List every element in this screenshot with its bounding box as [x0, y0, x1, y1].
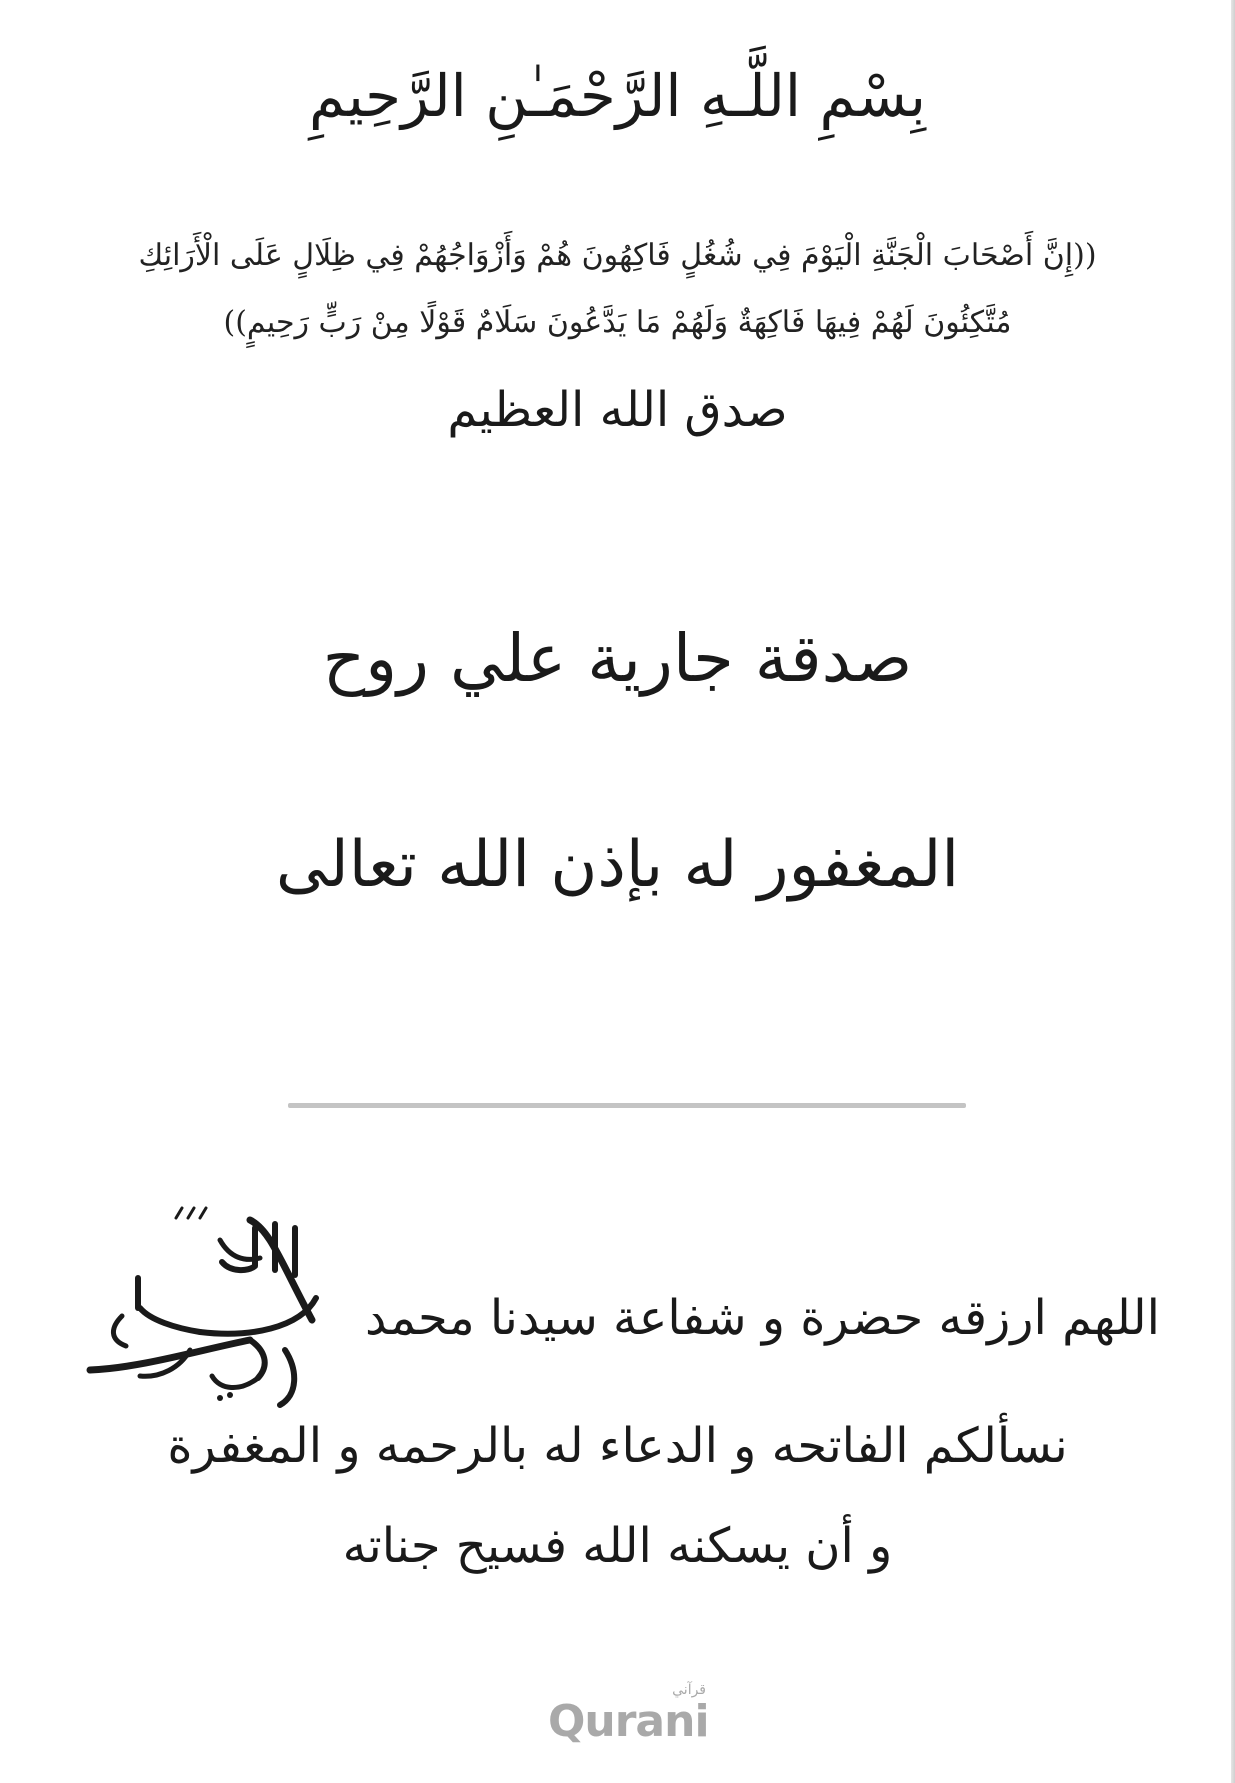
logo-arabic-text: قرآني [672, 1682, 706, 1698]
sadaq-allah-text: صدق الله العظيم [447, 382, 788, 438]
prayer-row [80, 1200, 1160, 1380]
sadaqa-jariya-title: صدقة جارية علي روح [322, 620, 913, 697]
prayer-line: اللهم ارزقه حضرة و شفاعة سيدنا محمد [365, 1290, 1160, 1346]
basmala-heading: بِسْمِ اللَّـهِ الرَّحْمَـٰنِ الرَّحِيمِ [309, 62, 926, 130]
quran-verse-line-2: مُتَّكِئُونَ لَهُمْ فِيهَا فَاكِهَةٌ وَلَهُمْ مَا يَدَّعُونَ سَلَامٌ قَوْلًا مِنْ رَبٍّ رَحِيمٍ)) [223, 305, 1012, 340]
deceased-line: المغفور له بإذن الله تعالى [275, 828, 960, 902]
dua-line-1: نسألكم الفاتحه و الدعاء له بالرحمه و المغفرة [167, 1418, 1068, 1474]
quran-verse-line-1: ((إِنَّ أَصْحَابَ الْجَنَّةِ الْيَوْمَ فِي شُغُلٍ فَاكِهُونَ هُمْ وَأَزْوَاجُهُمْ فِي ظِلَالٍ عَلَى الْأَرَائِكِ [138, 238, 1097, 273]
section-divider [288, 1103, 966, 1108]
page-edge-shadow [1231, 0, 1235, 1783]
logo-wordmark: Qurani [548, 1696, 709, 1747]
qurani-logo [548, 1682, 728, 1750]
dua-line-2: و أن يسكنه الله فسيح جناته [342, 1518, 893, 1574]
salawat-calligraphy-icon [80, 1200, 330, 1410]
